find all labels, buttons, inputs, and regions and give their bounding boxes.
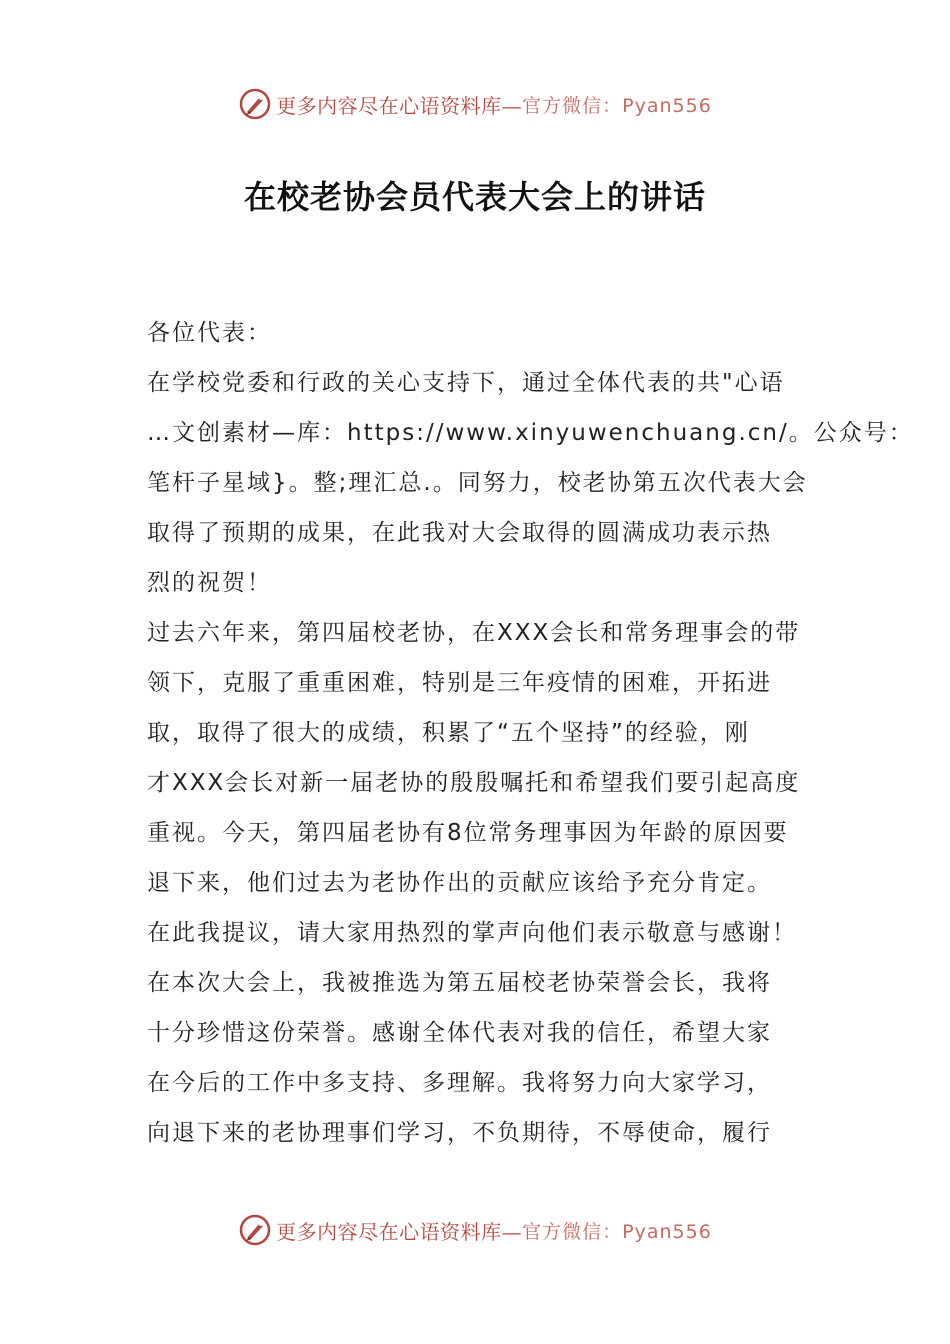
- text-line: 在学校党委和行政的关心支持下，通过全体代表的共"心语: [147, 370, 785, 396]
- text-line: 烈的祝贺！: [147, 570, 272, 596]
- text-line: 向退下来的老协理事们学习，不负期待，不辱使命，履行: [147, 1120, 772, 1146]
- text-line: 在此我提议，请大家用热烈的掌声向他们表示敬意与感谢！: [147, 920, 797, 946]
- text-line: 十分珍惜这份荣誉。感谢全体代表对我的信任，希望大家: [147, 1020, 772, 1046]
- text-line: 才XXX会长对新一届老协的殷殷嘱托和希望我们要引起高度: [147, 770, 801, 796]
- header-banner: [0, 84, 950, 124]
- banner-sub-text: 官方微信：Pyan556: [522, 1220, 712, 1243]
- text-line: 取，取得了很大的成绩，积累了“五个坚持”的经验，刚: [147, 720, 750, 746]
- banner-main-text: 更多内容尽在心语资料库—: [276, 1219, 523, 1244]
- text-line: 笔杆子星域}。整;理汇总.。同努力，校老协第五次代表大会: [147, 470, 808, 496]
- text-line: 在今后的工作中多支持、多理解。我将努力向大家学习，: [147, 1070, 772, 1096]
- document-body: [147, 308, 914, 1158]
- document-title: 在校老协会员代表大会上的讲话: [243, 178, 706, 216]
- text-line: …文创素材—库：https://www.xinyuwenchuang.cn/。公众号：: [147, 420, 914, 446]
- text-line: 退下来，他们过去为老协作出的贡献应该给予充分肯定。: [147, 870, 772, 896]
- pen-logo-icon: [238, 87, 272, 121]
- footer-banner: [0, 1210, 950, 1250]
- text-line: 过去六年来，第四届校老协，在XXX会长和常务理事会的带: [147, 620, 801, 646]
- pen-logo-icon: [238, 1213, 272, 1247]
- text-line: 在本次大会上，我被推选为第五届校老协荣誉会长，我将: [147, 970, 772, 996]
- banner-sub-text: 官方微信：Pyan556: [522, 94, 712, 117]
- banner-main-text: 更多内容尽在心语资料库—: [276, 93, 523, 118]
- text-line: 各位代表：: [147, 320, 272, 346]
- text-line: 领下，克服了重重困难，特别是三年疫情的困难，开拓进: [147, 670, 772, 696]
- text-line: 取得了预期的成果，在此我对大会取得的圆满成功表示热: [147, 520, 772, 546]
- text-line: 重视。今天，第四届老协有8位常务理事因为年龄的原因要: [147, 820, 789, 846]
